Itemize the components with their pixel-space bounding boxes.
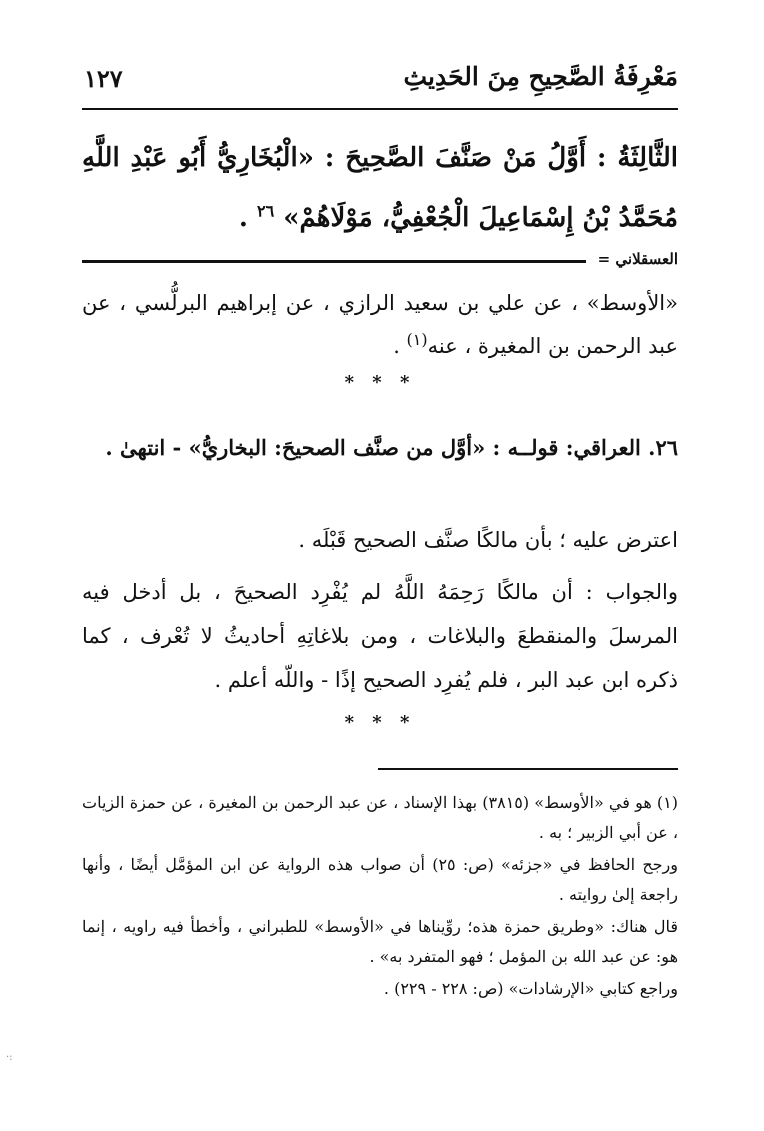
footnote-line: (١) هو في «الأوسط» (٣٨١٥) بهذا الإسناد ، عن عبد الرحمن بن المغيرة ، عن حمزة الزيات ، عن أبي الزبير ؛ به .: [82, 793, 679, 842]
note-answer: والجواب : أن مالكًا رَحِمَهُ اللَّهُ لم يُفْرِد الصحيحَ ، بل أدخل فيه المرسلَ والمنقطعَ والبلاغات ، ومن بلاغاتِهِ أحاديثُ لا تُعْرف ، كما ذكره ابن عبد البر ، فلم يُفرِد الصحيح إذًا - واللّه أعلم .: [82, 580, 678, 692]
running-header: [82, 62, 678, 110]
section-separator: * * *: [344, 372, 416, 393]
commentary-paragraph: [82, 282, 678, 368]
footnote-reference: (١): [406, 330, 428, 349]
page-number: ١٢٧: [84, 64, 123, 93]
scan-speck: ·:: [6, 1052, 13, 1063]
footnote-line: وراجع كتابي «الإرشادات» (ص: ٢٢٨ - ٢٢٩) .: [383, 979, 678, 998]
commentary-split: [82, 250, 678, 272]
commentary-text: «الأوسط» ، عن علي بن سعيد الرازي ، عن إبراهيم البرلُّسي ، عن عبد الرحمن بن المغيرة ، عنه: [82, 291, 678, 358]
commentary-author-label: العسقلاني =: [597, 250, 678, 268]
commentary-end: .: [393, 334, 407, 358]
footnotes: [82, 788, 678, 1006]
main-text-lead: الثَّالِثَةُ :: [596, 143, 678, 173]
footnote-line: ورجح الحافظ في «جزئه» (ص: ٢٥) أن صواب هذه الرواية عن ابن المؤمَّل أيضًا ، وأنها راجعة إلىٰ روايته .: [82, 855, 678, 904]
main-text-end: .: [238, 203, 257, 233]
footnote-divider: [378, 768, 678, 770]
note-body: [82, 518, 678, 710]
commentary-reference: ٢٦: [256, 201, 275, 221]
main-text-body: أَوَّلُ مَنْ صَنَّفَ الصَّحِيحَ : «الْبُخَارِيُّ أَبُو عَبْدِ اللَّهِ مُحَمَّدُ بْنُ إِسْمَاعِيلَ الْجُعْفِيُّ، مَوْلَاهُمْ»: [82, 143, 678, 233]
header-divider: [82, 108, 678, 110]
commentary-divider: [82, 260, 586, 263]
note-heading: ٢٦. العراقي: قولــه : «أوَّل من صنَّف الصحيحَ: البخاريُّ» - انتهىٰ .: [105, 435, 678, 460]
section-separator: * * *: [344, 712, 416, 733]
running-title: مَعْرِفَةُ الصَّحِيحِ مِنَ الحَدِيثِ: [403, 62, 678, 91]
footnote-line: قال هناك: «وطريق حمزة هذه؛ روِّيناها في «الأوسط» للطبراني ، وأخطأ فيه راويه ، إنما هو: عن عبد الله بن المؤمل ؛ فهو المتفرد به» .: [82, 917, 678, 966]
note-objection: اعترض عليه ؛ بأن مالكًا صنَّف الصحيح قَبْلَه .: [298, 528, 678, 552]
main-text-paragraph: [82, 128, 678, 248]
